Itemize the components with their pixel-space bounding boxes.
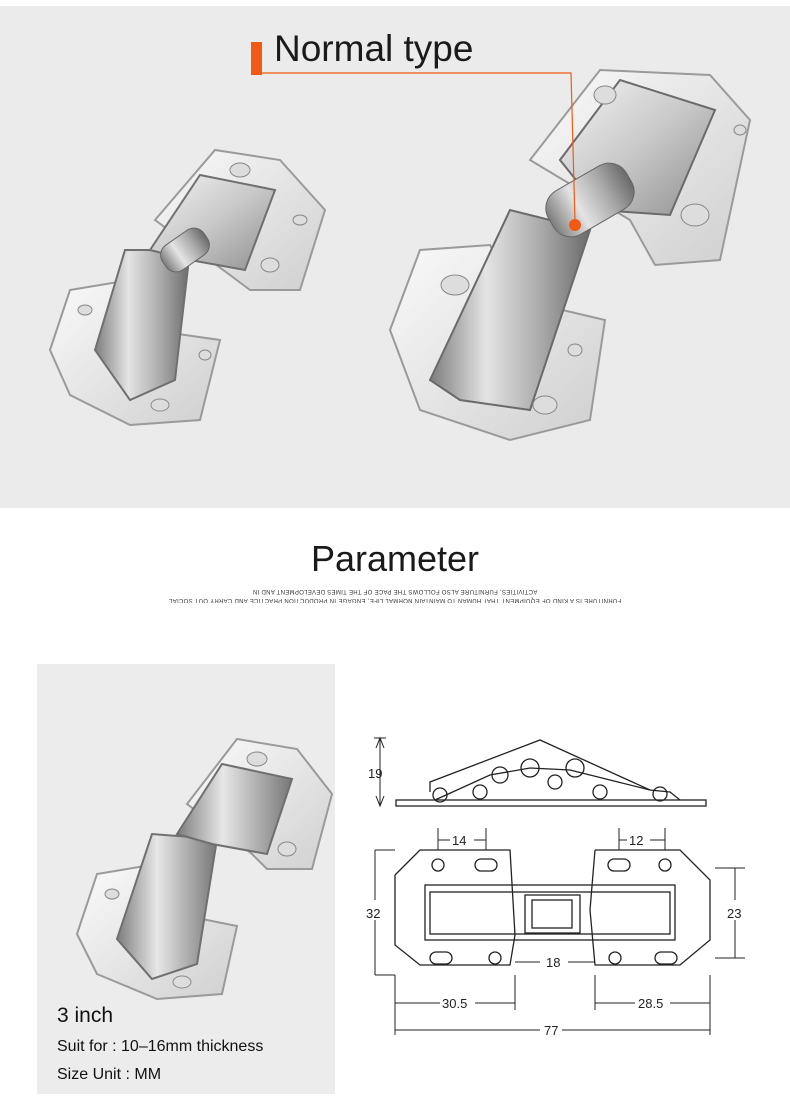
dim-height: 19 [368, 766, 383, 781]
title-accent-bar [251, 42, 262, 75]
large-hinge-image [390, 70, 750, 440]
side-view [368, 738, 706, 806]
callout-dot [569, 219, 581, 231]
spec-size: 3 inch [57, 1004, 114, 1027]
dim-right-plate-width: 28.5 [638, 996, 664, 1011]
dim-center-gap: 18 [546, 955, 561, 970]
spec-size-unit: Size Unit : MM [57, 1066, 162, 1083]
parameter-title: Parameter [310, 538, 480, 579]
top-view [366, 828, 745, 1038]
dim-total-length: 77 [544, 1023, 559, 1038]
dim-right-hole-spacing: 12 [629, 833, 644, 848]
hinge-photo [37, 664, 335, 1004]
dim-left-plate-height: 32 [366, 906, 381, 921]
parameter-subtitle: FURNITURE IS A KIND OF EQUIPMENT THAT HUMAN TO MAINTAIN NORMAL LIFE, ENGAGE IN PRODUCTION PRACTICE AND CARRY OUT SOCIAL ACTIVITIES. FURNITURE ALSO FOLLOWS THE PACE OF THE TIMES DEVELOPMENT AND IN [168, 588, 622, 603]
dim-left-hole-spacing: 14 [452, 833, 467, 848]
dim-right-plate-height: 23 [727, 906, 742, 921]
dim-left-plate-width: 30.5 [442, 996, 468, 1011]
product-photo-panel [37, 664, 335, 1094]
hero-product-photo [0, 0, 790, 510]
spec-suit-for: Suit for : 10–16mm thickness [57, 1038, 264, 1055]
hero-title: Normal type [274, 28, 474, 69]
small-hinge-image [50, 150, 325, 425]
technical-drawing [350, 720, 750, 1050]
